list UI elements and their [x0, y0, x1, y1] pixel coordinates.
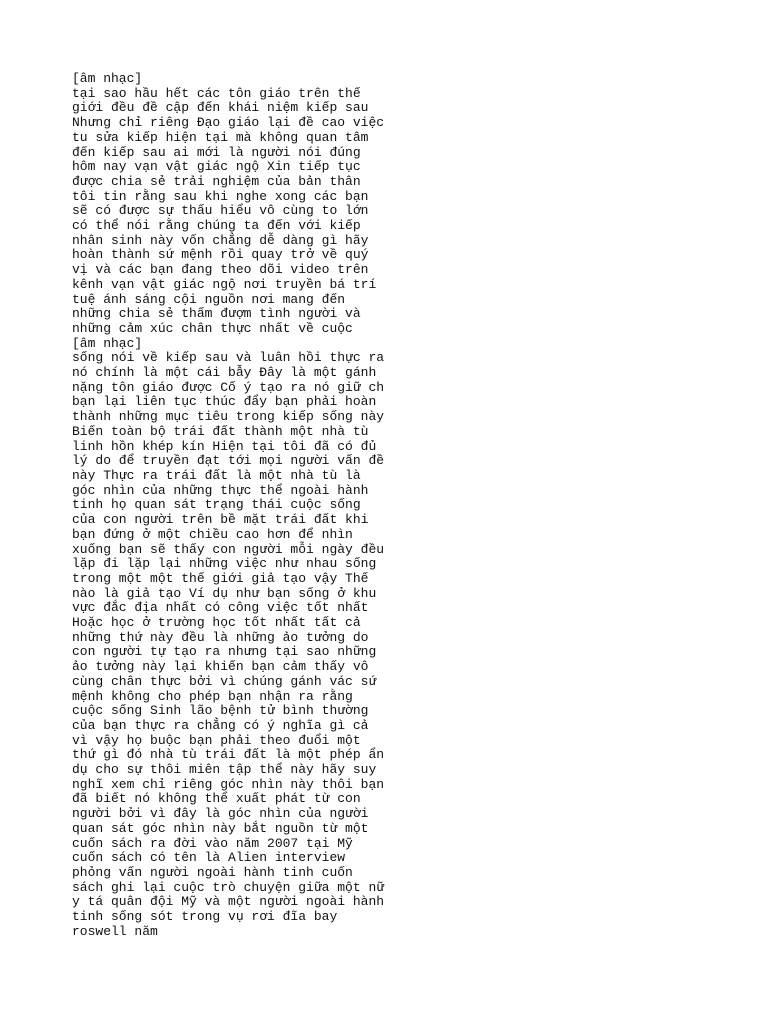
text-line: thứ gì đó nhà tù trái đất là một phép ẩn — [72, 747, 385, 763]
text-line: ảo tưởng này lại khiến bạn cảm thấy vô — [72, 659, 369, 675]
text-line: vực đắc địa nhất có công việc tốt nhất — [72, 600, 369, 616]
text-line: xuống bạn sẽ thấy con người mỗi ngày đều — [72, 541, 385, 557]
text-line: giới đều đề cập đến khái niệm kiếp sau — [72, 100, 369, 116]
text-line: hoàn thành sứ mệnh rồi quay trở về quý — [72, 247, 369, 263]
text-line: Biến toàn bộ trái đất thành một nhà tù — [72, 423, 369, 439]
text-line: mệnh không cho phép bạn nhận ra rằng — [72, 688, 353, 704]
text-line: thành những mục tiêu trong kiếp sống này — [72, 409, 385, 425]
document-page — [72, 72, 712, 939]
text-line: trong một một thế giới giả tạo vậy Thế — [72, 570, 369, 586]
text-line: của con người trên bề mặt trái đất khi — [72, 512, 369, 528]
text-line: roswell năm — [72, 923, 158, 939]
text-line: nó chính là một cái bẫy Đây là một gánh — [72, 365, 377, 381]
text-line: Nhưng chỉ riêng Đạo giáo lại đề cao việc — [72, 115, 385, 131]
text-line: sống nói về kiếp sau và luân hồi thực ra — [72, 350, 385, 366]
text-line: con người tự tạo ra nhưng tại sao những — [72, 644, 377, 660]
text-line: Hoặc học ở trường học tốt nhất tất cả — [72, 615, 361, 631]
text-line: tại sao hầu hết các tôn giáo trên thế — [72, 85, 361, 101]
text-line: đã biết nó không thể xuất phát từ con — [72, 791, 361, 807]
text-line: [âm nhạc] — [72, 335, 143, 351]
text-line: nghĩ xem chỉ riêng góc nhìn này thôi bạn — [72, 776, 385, 792]
text-line: vị và các bạn đang theo dõi video trên — [72, 262, 369, 278]
text-line: phỏng vấn người ngoài hành tinh cuốn — [72, 864, 353, 880]
text-line: nặng tôn giáo được Cố ý tạo ra nó giữ ch — [72, 379, 385, 395]
text-line: sẽ có được sự thấu hiểu vô cùng to lớn — [72, 203, 369, 219]
text-line: tinh sống sót trong vụ rơi đĩa bay — [72, 909, 338, 925]
text-line: lặp đi lặp lại những việc như nhau sống — [72, 556, 377, 572]
text-line: bạn đứng ở một chiều cao hơn để nhìn — [72, 526, 353, 542]
text-line: tuệ ánh sáng cội nguồn nơi mang đến — [72, 291, 346, 307]
text-line: lý do để truyền đạt tới mọi người vấn đề — [72, 453, 385, 469]
text-line: đến kiếp sau ai mới là người nói đúng — [72, 144, 361, 160]
text-line: y tá quân đội Mỹ và một người ngoài hành — [72, 894, 385, 910]
text-line: hôm nay vạn vật giác ngộ Xin tiếp tục — [72, 159, 361, 175]
text-line: nhân sinh này vốn chẳng dễ dàng gì hãy — [72, 232, 369, 248]
text-line: sách ghi lại cuộc trò chuyện giữa một nữ — [72, 879, 385, 895]
text-line: cuốn sách có tên là Alien interview — [72, 850, 346, 866]
text-line: này Thực ra trái đất là một nhà tù là — [72, 467, 361, 483]
text-line: bạn lại liên tục thúc đẩy bạn phải hoàn — [72, 394, 377, 410]
text-line: người bởi vì đây là góc nhìn của người — [72, 806, 369, 822]
text-line: của bạn thực ra chẳng có ý nghĩa gì cả — [72, 717, 369, 733]
text-line: quan sát góc nhìn này bắt nguồn từ một — [72, 820, 369, 836]
text-line: cuốn sách ra đời vào năm 2007 tại Mỹ — [72, 835, 353, 851]
text-line: kênh vạn vật giác ngộ nơi truyền bá trí — [72, 276, 377, 292]
text-line: tôi tin rằng sau khi nghe xong các bạn — [72, 188, 369, 204]
text-line: có thể nói rằng chúng ta đến với kiếp — [72, 218, 361, 234]
text-line: những thứ này đều là những ảo tưởng do — [72, 629, 369, 645]
text-line: cuộc sống Sinh lão bệnh tử bình thường — [72, 703, 369, 719]
text-line: tinh họ quan sát trạng thái cuộc sống — [72, 497, 361, 513]
text-line: góc nhìn của những thực thể ngoài hành — [72, 482, 369, 498]
text-line: linh hồn khép kín Hiện tại tôi đã có đủ — [72, 438, 377, 454]
text-line: được chia sẻ trải nghiệm của bản thân — [72, 173, 361, 189]
text-line: dụ cho sự thôi miên tập thể này hãy suy — [72, 762, 377, 778]
text-line: cùng chân thực bởi vì chúng gánh vác sứ — [72, 673, 377, 689]
text-line: [âm nhạc] — [72, 71, 143, 86]
text-line: vì vậy họ buộc bạn phải theo đuổi một — [72, 732, 361, 748]
text-line: những cảm xúc chân thực nhất về cuộc — [72, 320, 353, 336]
text-line: tu sửa kiếp hiện tại mà không quan tâm — [72, 129, 369, 145]
text-line: nào là giả tạo Ví dụ như bạn sống ở khu — [72, 585, 377, 601]
text-line: những chia sẻ thấm đượm tình người và — [72, 306, 361, 322]
